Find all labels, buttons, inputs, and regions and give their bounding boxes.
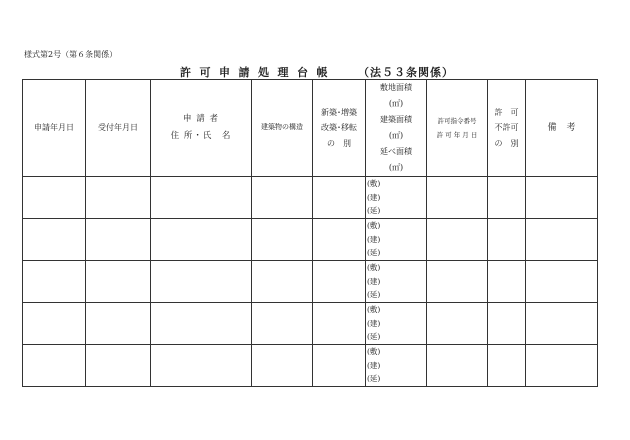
site-area-mark: (敷)	[367, 347, 381, 357]
cell-remarks[interactable]	[526, 345, 598, 387]
table-row	[23, 219, 598, 261]
cell-structure[interactable]	[252, 219, 313, 261]
cell-permit-status[interactable]	[488, 177, 526, 219]
cell-permit-number[interactable]	[427, 261, 488, 303]
cell-construction-type[interactable]	[313, 261, 366, 303]
cell-construction-type[interactable]	[313, 177, 366, 219]
site-area-mark: (敷)	[367, 221, 381, 231]
header-permit-status: 許 可 不許可 の 別	[488, 80, 526, 177]
cell-applicant[interactable]	[151, 261, 252, 303]
floor-area-mark: (延)	[367, 206, 381, 216]
cell-structure[interactable]	[252, 345, 313, 387]
cell-permit-number[interactable]	[427, 177, 488, 219]
cell-areas[interactable]	[366, 303, 427, 345]
title-sub: （法５３条関係）	[358, 66, 454, 79]
cell-application-date[interactable]	[23, 303, 86, 345]
cell-application-date[interactable]	[23, 261, 86, 303]
cell-construction-type[interactable]	[313, 303, 366, 345]
site-area-mark: (敷)	[367, 305, 381, 315]
cell-construction-type[interactable]	[313, 219, 366, 261]
cell-application-date[interactable]	[23, 177, 86, 219]
cell-areas[interactable]	[366, 345, 427, 387]
cell-applicant[interactable]	[151, 303, 252, 345]
cell-remarks[interactable]	[526, 261, 598, 303]
cell-permit-number[interactable]	[427, 219, 488, 261]
cell-application-date[interactable]	[23, 345, 86, 387]
floor-area-mark: (延)	[367, 248, 381, 258]
cell-permit-status[interactable]	[488, 345, 526, 387]
cell-receipt-date[interactable]	[86, 303, 151, 345]
cell-construction-type[interactable]	[313, 345, 366, 387]
page-title	[180, 64, 454, 80]
building-area-mark: (建)	[367, 360, 381, 370]
cell-remarks[interactable]	[526, 303, 598, 345]
form-number: 様式第2号（第６条関係）	[24, 50, 118, 59]
cell-structure[interactable]	[252, 261, 313, 303]
cell-applicant[interactable]	[151, 219, 252, 261]
floor-area-mark: (延)	[367, 290, 381, 300]
building-area-mark: (建)	[367, 318, 381, 328]
cell-permit-status[interactable]	[488, 303, 526, 345]
site-area-mark: (敷)	[367, 179, 381, 189]
cell-areas[interactable]	[366, 219, 427, 261]
cell-areas[interactable]	[366, 177, 427, 219]
header-areas: 敷地面積 (㎡) 建築面積 (㎡) 延べ面積 (㎡)	[366, 80, 427, 177]
cell-receipt-date[interactable]	[86, 177, 151, 219]
cell-receipt-date[interactable]	[86, 345, 151, 387]
cell-permit-status[interactable]	[488, 261, 526, 303]
cell-remarks[interactable]	[526, 219, 598, 261]
table-row	[23, 177, 598, 219]
table-row	[23, 303, 598, 345]
header-construction-type: 新築･増築 改築･移転 の 別	[313, 80, 366, 177]
building-area-mark: (建)	[367, 276, 381, 286]
header-permit-number: 許可指令番号 許 可 年 月 日	[427, 80, 488, 177]
building-area-mark: (建)	[367, 234, 381, 244]
ledger-table	[22, 79, 598, 387]
title-main: 許可申請処理台帳	[180, 66, 336, 79]
floor-area-mark: (延)	[367, 332, 381, 342]
table-row	[23, 261, 598, 303]
cell-permit-status[interactable]	[488, 219, 526, 261]
table-row	[23, 345, 598, 387]
cell-application-date[interactable]	[23, 219, 86, 261]
cell-structure[interactable]	[252, 177, 313, 219]
floor-area-mark: (延)	[367, 374, 381, 384]
cell-receipt-date[interactable]	[86, 261, 151, 303]
header-remarks: 備考	[526, 80, 598, 177]
header-application-date: 申請年月日	[23, 80, 86, 177]
site-area-mark: (敷)	[367, 263, 381, 273]
cell-remarks[interactable]	[526, 177, 598, 219]
header-structure: 建築物の構造	[252, 80, 313, 177]
cell-permit-number[interactable]	[427, 345, 488, 387]
cell-receipt-date[interactable]	[86, 219, 151, 261]
header-receipt-date: 受付年月日	[86, 80, 151, 177]
cell-applicant[interactable]	[151, 177, 252, 219]
header-row	[23, 80, 598, 177]
header-applicant: 申 請 者 住 所・氏 名	[151, 80, 252, 177]
cell-areas[interactable]	[366, 261, 427, 303]
cell-structure[interactable]	[252, 303, 313, 345]
building-area-mark: (建)	[367, 192, 381, 202]
cell-applicant[interactable]	[151, 345, 252, 387]
cell-permit-number[interactable]	[427, 303, 488, 345]
